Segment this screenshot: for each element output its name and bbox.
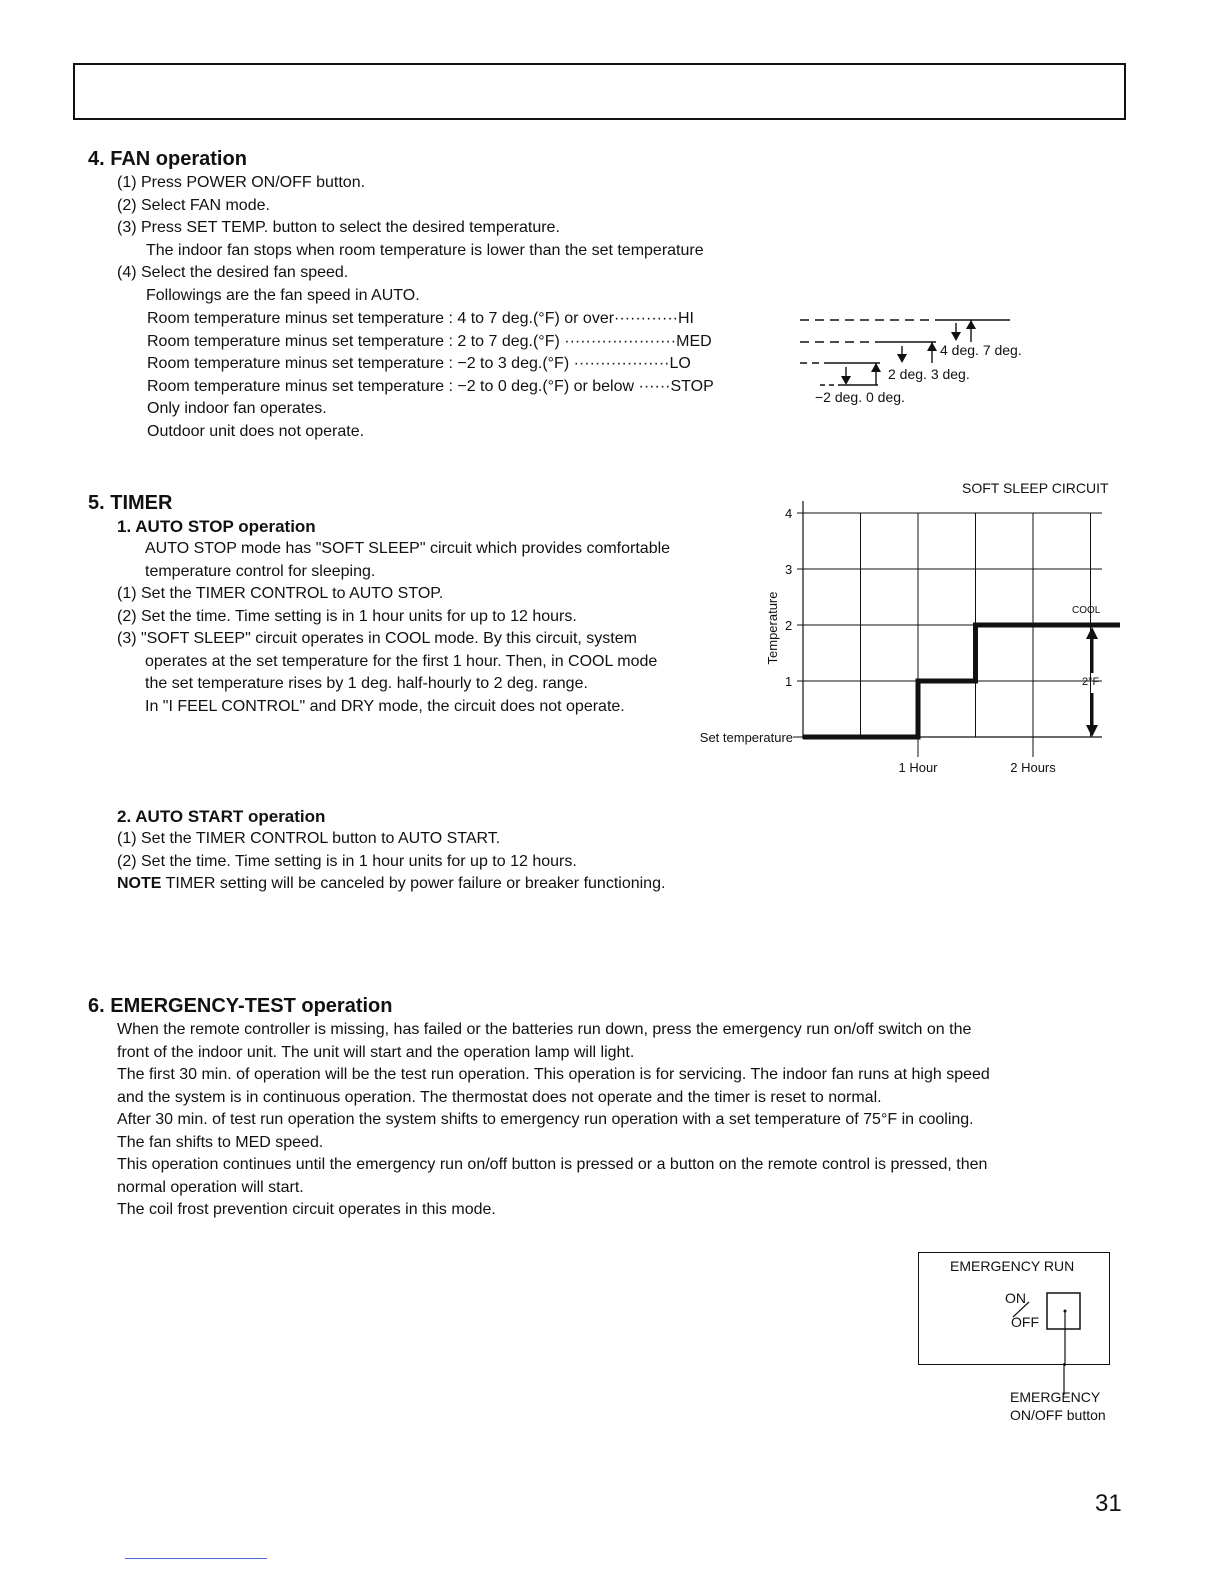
emergency-line: front of the indoor unit. The unit will start and the operation lamp will light. xyxy=(117,1043,635,1061)
caption-line: EMERGENCY xyxy=(1010,1389,1101,1405)
off-label: OFF xyxy=(1011,1314,1039,1330)
chart-title: SOFT SLEEP CIRCUIT xyxy=(962,480,1109,496)
emergency-on-off-switch[interactable] xyxy=(1046,1292,1081,1330)
chart-y-label: Temperature xyxy=(765,591,780,665)
auto-stop-line: the set temperature rises by 1 deg. half-hourly to 2 deg. range. xyxy=(145,675,588,692)
timer-note xyxy=(117,873,665,896)
page-number: 31 xyxy=(1095,1490,1122,1517)
auto-stop-line: (1) Set the TIMER CONTROL to AUTO STOP. xyxy=(117,585,444,602)
caption-line: ON/OFF button xyxy=(1010,1407,1106,1423)
note-label: NOTE xyxy=(117,875,162,892)
auto-stop-text xyxy=(117,538,670,718)
fan-step: (4) Select the desired fan speed. xyxy=(117,264,349,281)
diagram-label-neg2-0: −2 deg. 0 deg. xyxy=(815,389,905,405)
header-frame xyxy=(73,63,1126,120)
chart-x-tick-label: 2 Hours xyxy=(1010,760,1056,775)
fan-speed-row: Room temperature minus set temperature : 4 to 7 deg.(°F) or over············HI xyxy=(147,310,694,327)
emergency-line: After 30 min. of test run operation the system shifts to emergency run operation with a set temperature of 75°F in cooling. xyxy=(117,1111,974,1128)
chart-y-tick-label: 3 xyxy=(785,562,793,577)
auto-stop-line: operates at the set temperature for the first 1 hour. Then, in COOL mode xyxy=(145,652,658,670)
chart-axes xyxy=(803,501,1102,739)
note-text: TIMER setting will be canceled by power failure or breaker functioning. xyxy=(165,875,666,892)
fan-speed-table xyxy=(147,308,714,443)
chart-annotation-cool: COOL xyxy=(1072,605,1101,616)
fan-step: (3) Press SET TEMP. button to select the desired temperature. xyxy=(117,219,560,236)
fan-step: (1) Press POWER ON/OFF button. xyxy=(117,174,366,191)
emergency-line: The fan shifts to MED speed. xyxy=(117,1133,324,1151)
fan-note: Only indoor fan operates. xyxy=(147,400,327,417)
timer-heading: 5. TIMER xyxy=(88,492,173,514)
chart-y-tick-label: 1 xyxy=(785,674,793,689)
footer-link-line xyxy=(125,1558,267,1559)
auto-stop-line: temperature control for sleeping. xyxy=(145,562,376,580)
auto-stop-line: (2) Set the time. Time setting is in 1 hour units for up to 12 hours. xyxy=(117,607,577,625)
emergency-panel-title: EMERGENCY RUN xyxy=(950,1258,1075,1274)
fan-step: The indoor fan stops when room temperature is lower than the set temperature xyxy=(146,241,704,259)
on-label: ON xyxy=(1005,1290,1026,1306)
emergency-line: and the system is in continuous operation. The thermostat does not operate and the timer is reset to normal. xyxy=(117,1088,882,1106)
fan-heading: 4. FAN operation xyxy=(88,148,247,170)
auto-start-line: (2) Set the time. Time setting is in 1 hour units for up to 12 hours. xyxy=(117,852,577,870)
emergency-button-caption xyxy=(1010,1388,1106,1424)
chart-baseline-label: Set temperature xyxy=(699,730,793,745)
fan-speed-row: Room temperature minus set temperature : −2 to 0 deg.(°F) or below ······STOP xyxy=(147,377,714,395)
fan-step: (2) Select FAN mode. xyxy=(117,196,270,214)
auto-stop-line: In "I FEEL CONTROL" and DRY mode, the circuit does not operate. xyxy=(145,697,625,715)
emergency-line: normal operation will start. xyxy=(117,1178,304,1196)
chart-arrowhead-down xyxy=(1086,725,1098,737)
emergency-switch-drawing xyxy=(919,1253,1111,1366)
emergency-text xyxy=(117,1019,990,1222)
auto-stop-line: AUTO STOP mode has "SOFT SLEEP" circuit which provides comfortable xyxy=(145,540,671,557)
fan-step: Followings are the fan speed in AUTO. xyxy=(146,286,420,304)
fan-speed-row: Room temperature minus set temperature : −2 to 3 deg.(°F) ··················LO xyxy=(147,355,691,372)
soft-sleep-chart xyxy=(680,470,1120,790)
emergency-line: The first 30 min. of operation will be the test run operation. This operation is for servicing. The indoor fan runs at high speed xyxy=(117,1066,990,1083)
chart-y-tick-label: 4 xyxy=(785,506,793,521)
emergency-heading: 6. EMERGENCY-TEST operation xyxy=(88,995,393,1017)
diagram-label-2-3: 2 deg. 3 deg. xyxy=(888,366,970,382)
auto-start-text xyxy=(117,828,665,896)
chart-y-tick-label: 2 xyxy=(785,618,793,633)
fan-note: Outdoor unit does not operate. xyxy=(147,422,365,440)
auto-start-heading: 2. AUTO START operation xyxy=(117,807,326,826)
fan-speed-row: Room temperature minus set temperature : 2 to 7 deg.(°F) ·····················MED xyxy=(147,332,712,350)
auto-start-line: (1) Set the TIMER CONTROL button to AUTO START. xyxy=(117,830,501,847)
chart-annotation-2f: 2°F xyxy=(1082,676,1100,688)
chart-x-tick-label: 1 Hour xyxy=(898,760,938,775)
emergency-run-panel xyxy=(918,1252,1110,1365)
auto-stop-heading: 1. AUTO STOP operation xyxy=(117,517,316,536)
fan-steps xyxy=(117,172,704,307)
diagram-label-4-7: 4 deg. 7 deg. xyxy=(940,342,1022,358)
emergency-line: When the remote controller is missing, has failed or the batteries run down, press the emergency run on/off switch on the xyxy=(117,1021,972,1038)
chart-arrowhead-up xyxy=(1086,627,1098,639)
emergency-line: This operation continues until the emergency run on/off button is pressed or a button on the remote control is pressed, then xyxy=(117,1156,988,1173)
auto-stop-line: (3) "SOFT SLEEP" circuit operates in COOL mode. By this circuit, system xyxy=(117,630,637,647)
emergency-line: The coil frost prevention circuit operates in this mode. xyxy=(117,1201,496,1218)
fan-speed-diagram xyxy=(790,305,1040,410)
